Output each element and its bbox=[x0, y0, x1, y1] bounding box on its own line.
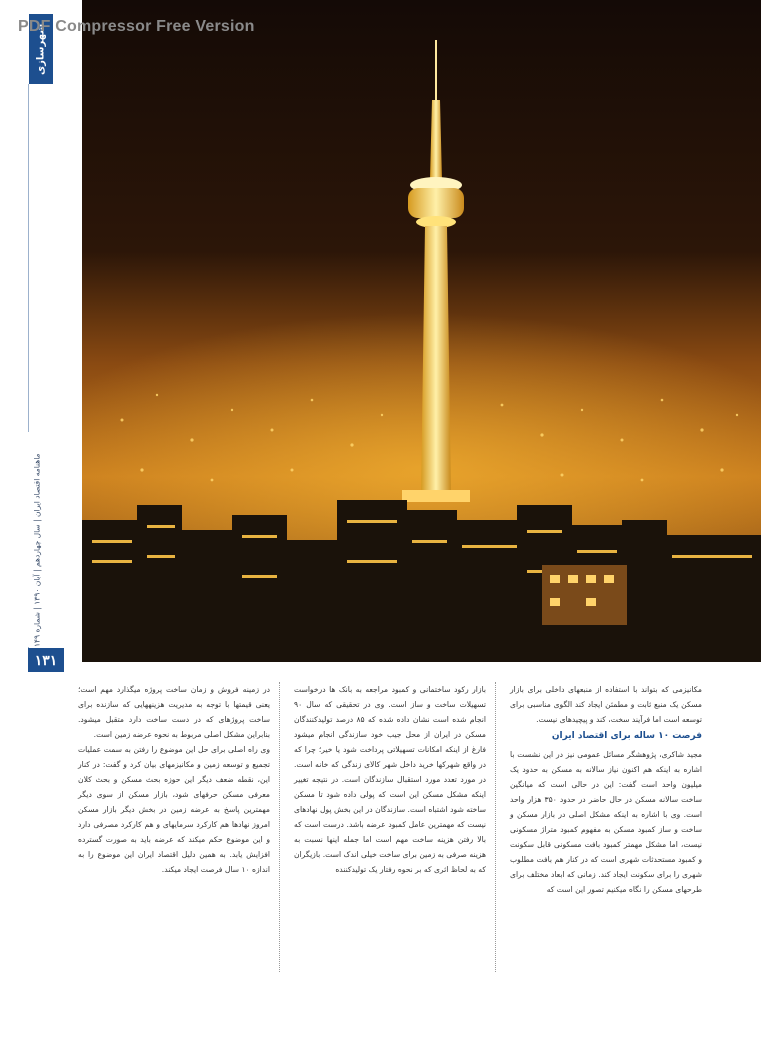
article-column-middle bbox=[294, 682, 486, 877]
column-divider bbox=[495, 682, 496, 972]
article-column-right bbox=[510, 682, 702, 897]
paragraph: مجید شاکری، پژوهشگر مسائل عمومی نیز در این نشست با اشاره به اینکه هم اکنون نیاز سالانه به مسکن به حدود یک میلیون واحد است گفت: این در حالی است که میانگین ساخت سالانه مسکن در حال حاضر در حدود ۳۵۰ هزار واحد است. وی با اشاره به اینکه مشکل اصلی در بازار مسکن و ساخت و ساز کمبود مسکن به مفهوم کمبود متراژ مسکونی نیست، اما مشکل مهمتر کمبود بافت مسکونی قابل سکونت و کمبود مستحدثات شهری است که در کنار هم بافت مطلوب شهری را برای سکونت ایجاد کند. زمانی که ابعاد مختلف برای طرحهای مسکن را نگاه میکنیم تصور این است که bbox=[510, 750, 702, 894]
column-divider bbox=[279, 682, 280, 972]
paragraph: بازار رکود ساختمانی و کمبود مراجعه به بانک ها درخواست تسهیلات ساخت و ساز است. وی در تحقیقی که سال ۹۰ انجام شده است نشان داده شده که ۸۵ درصد تولیدکنندگان مسکن در ایران از محل جیب خود سازندگی انجام میشود فارغ از اینکه امکانات تسهیلاتی پرداخت شود یا خیر؛ چرا که در واقع شهرکها خرید داخل شهر کالای زندگی که خانه است. در مورد تعدد مورد استقبال سازندگان است. در نتیجه تغییر اینکه مشکل مسکن این است که پولی داده شود تا مسکن ساخته شود اشتباه است. سازندگان در این بخش پول نهادهای نیست که مهمترین عامل کمبود عرضه باشد. درست است که بالا رفتن هزینه ساخت مهم است اما جمله اینها نسبت به هزینه صرفی به زمین برای ساخت خیلی اندک است. بازیگران که به لحاظ اثری که بر نحوه رفتار یک تولیدکننده bbox=[294, 685, 486, 874]
article-column-left bbox=[78, 682, 270, 877]
pdf-compressor-watermark: PDF Compressor Free Version bbox=[18, 18, 255, 35]
paragraph: مکانیزمی که بتواند با استفاده از منبعهای داخلی برای بازار مسکن یک منبع ثابت و مطمئن ایجاد کند الگوی مناسبی برای توسعه است اما فرآیند سخت، کند و پیچیدهای نیست. bbox=[510, 685, 702, 724]
paragraph: در زمینه فروش و زمان ساخت پروژه میگذارد مهم است؛ یعنی قیمتها با توجه به مدیریت هزینههایی که سازنده برای ساخت پروژهای که در دست ساخت دارد متقبل میشود. بنابراین مشکل اصلی مربوط به نحوه عرضه زمین است. bbox=[78, 685, 270, 739]
section-heading: فرصت ۱۰ ساله برای اقتصاد ایران bbox=[551, 731, 702, 741]
article-columns bbox=[78, 682, 702, 982]
margin-rule-top bbox=[28, 84, 29, 432]
page-number-badge: ۱۳۱ bbox=[28, 648, 64, 672]
section-label-tab: شهرسازی bbox=[29, 14, 53, 84]
milad-tower-photo bbox=[82, 0, 761, 662]
paragraph: وی راه اصلی برای حل این موضوع را رفتن به سمت عملیات تجمیع و توسعه زمین و مکانیزمهای بیان کرد و گفت: در کنار این، نقطه ضعف دیگر این حوزه بحث مسکن و بحث کلان معرفی مسکن حرفهای شود، بازار مسکن از سوی دیگر مهمترین پاسخ به عرضه زمین در بخش دیگر بازار مسکن امروز نهادها هم کارکرد سرمایهای و هم کارکرد مصرفی دارد و این موضوع حکم میکند که عرضه باید به صورت گسترده افزایش یابد. به همین دلیل اقتصاد ایران این موضوع را به اندازه ۱۰ سال فرصت ایجاد میکند. bbox=[78, 745, 270, 874]
issue-info-vertical: ماهنامه اقتصاد ایران | سال چهاردهم | آبان ۱۳۹۰ | شماره ۱۴۹ bbox=[32, 453, 42, 647]
